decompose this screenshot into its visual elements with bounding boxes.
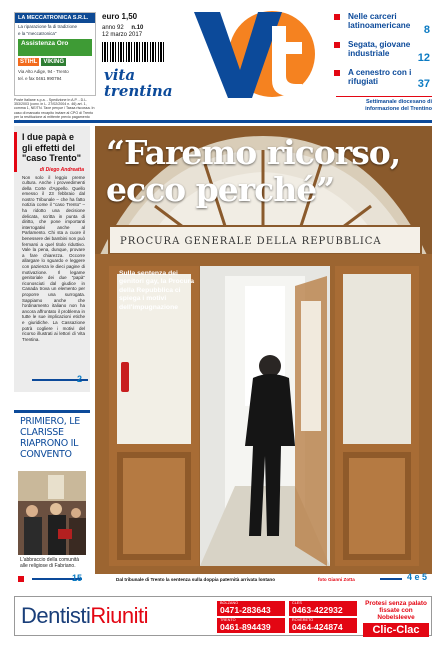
teaser-page: 8 [423, 24, 430, 36]
red-square-icon [18, 576, 24, 582]
masthead-trentina: trentina [104, 82, 173, 100]
teaser-page: 12 [417, 52, 430, 64]
teaser-page: 37 [417, 78, 430, 90]
ad-address: Via Alto Adige, 94 - Trento [18, 69, 69, 74]
phone-city: CLES [292, 601, 302, 605]
left-story-box[interactable] [14, 126, 90, 392]
postal-note: Poste Italiane s.p.a. - Spedizione in A.P. - D.L. 353/2003 (conv. in L. 27/02/2004 n. 46) art. 1, comma 1, NE/TN. Taxe perçue / Tassa riscossa. In caso di mancato recapito inviare al CPO di Trento per la restituzione al mittente previo pagamento [14, 98, 95, 119]
left-story2-page: 15 [71, 573, 82, 583]
teaser-segata[interactable] [334, 40, 430, 64]
main-headline-line2: ecco perché” [106, 170, 335, 209]
left-story-body: Non solo il leggio preme cultura. Anche i provvedimenti della Corte d'Appello. Quello emesso il 23 febbraio dal nostro Tribunale – che ha fatto notizia come il "caso Trento" – ha ridotto una decisione delicata, scritta in punta di diritto, che pone importanti interrogativi anche al Parlamento. Chi sta a cuore il benessere dei bambini non può fermarsi a quel titolo riduttivo. Vale la pena, dunque, provare a fare chiarezza. Occorre allargare lo sguardo e leggere con pazienza le dieci pagine di motivazione. Il legame genitoriale dei due "papà" riconosciuti dal giudice in Canada trova un elemento per proporre una surrogata. Sappiamo anche che l'ordinamento italiano non ha ancora affrontato il problema in tutte le sue implicazioni etiche e giuridiche. La Cassazione potrà cogliere i motivi del ricorso illustrati ai lettori di Vita Trentina. [22, 174, 85, 342]
clic-clac-label: Clic-Clac [363, 623, 429, 637]
teaser-title: Nelle carceri latinoamericane [348, 12, 411, 31]
left-story2-headline: PRIMIERO, LE CLARISSE RIAPRONO IL CONVENTO [20, 416, 80, 460]
left-story-headline: I due papà e gli effetti del "caso Trento" [22, 132, 82, 163]
main-subhead: Sulla sentenza dei genitori gay, la Procura della Repubblica ci spiega i motivi dell'impugnazione [119, 270, 195, 311]
phone-number: 0464-424874 [292, 622, 343, 632]
page-rule [380, 578, 402, 580]
main-story-pages: 4 e 5 [407, 572, 428, 582]
phone-city: BOLZANO [220, 601, 239, 605]
ad-badge-label: Assistenza Oro [21, 40, 69, 47]
phone-city: TRENTO [220, 618, 236, 622]
teaser-title: Segata, giovane industriale [348, 40, 411, 59]
stihl-logo: STIHL [20, 59, 38, 65]
ad-tagline-2: e la "meccatronica" [18, 31, 57, 36]
left-story-author: di Diego Andreatta [39, 166, 84, 173]
meccatronica-ad[interactable] [14, 12, 96, 96]
dentisti-riuniti-ad[interactable] [14, 596, 432, 636]
phone-trento[interactable] [217, 618, 285, 633]
red-square-icon [334, 42, 340, 48]
phone-number: 0463-422932 [292, 605, 343, 615]
vt-logo[interactable] [176, 8, 326, 100]
main-headline [106, 134, 426, 208]
left-story2-box[interactable] [14, 410, 90, 582]
red-divider [336, 96, 432, 97]
ad-company-name: LA MECCATRONICA S.R.L. [15, 13, 95, 23]
ad-brand-logos [18, 58, 92, 66]
red-square-icon [334, 70, 340, 76]
red-square-icon [334, 14, 340, 20]
phone-cles[interactable] [289, 601, 357, 616]
barcode [102, 42, 164, 62]
clarisse-photo [18, 471, 86, 555]
dentisti-logo [21, 603, 148, 629]
ad-phone-grid [217, 601, 359, 633]
issue-info [102, 25, 143, 39]
issue-price: euro 1,50 [102, 12, 138, 21]
red-accent-bar [14, 132, 17, 172]
header-divider [14, 120, 432, 123]
phone-bolzano[interactable] [217, 601, 285, 616]
phone-rovereto[interactable] [289, 618, 357, 633]
logo-text-b: Riuniti [90, 603, 148, 628]
photo-credit: foto Gianni Zotta [318, 577, 355, 582]
phone-number: 0471-283643 [220, 605, 271, 615]
ad-assistenza-badge [18, 39, 92, 56]
masthead-vita: vita [104, 66, 136, 84]
promo-text: Protesi senza palato fissate con Nobelsleeve [365, 600, 427, 621]
viking-logo: VIKING [43, 59, 65, 65]
weekly-text: Settimanale diocesano di informazione del Trentino [365, 99, 432, 112]
issue-number: n.10 [131, 25, 144, 31]
weekly-subtitle [336, 96, 432, 112]
issue-date: 12 marzo 2017 [102, 32, 143, 38]
logo-text-a: Dentisti [21, 603, 91, 628]
teaser-carceri[interactable] [334, 12, 430, 36]
left-story-page: 2 [76, 374, 82, 384]
ad-promo [363, 600, 429, 634]
masthead-title [104, 68, 176, 99]
left-story2-caption: L'abbraccio della comunità alle religiose di Fabriano. [20, 557, 80, 569]
main-headline-line1: “Faremo ricorso, [106, 133, 401, 172]
teaser-rifugiati[interactable] [334, 68, 430, 90]
issue-year: anno 92 [102, 25, 124, 31]
teaser-title: A cenestro con i rifugiati [348, 68, 412, 87]
phone-city: ROVERETO [292, 618, 314, 622]
main-photo-caption: Dal tribunale di Trento la sentenza sulla doppia paternità arrivata lontano [116, 577, 276, 582]
ad-phone: tel. e fax 0461 990794 [18, 76, 62, 81]
procura-sign: PROCURA GENERALE DELLA REPUBBLICA [120, 236, 382, 247]
ad-tagline: La riparazione fa di tradizione [18, 24, 78, 29]
phone-number: 0461-894439 [220, 622, 271, 632]
